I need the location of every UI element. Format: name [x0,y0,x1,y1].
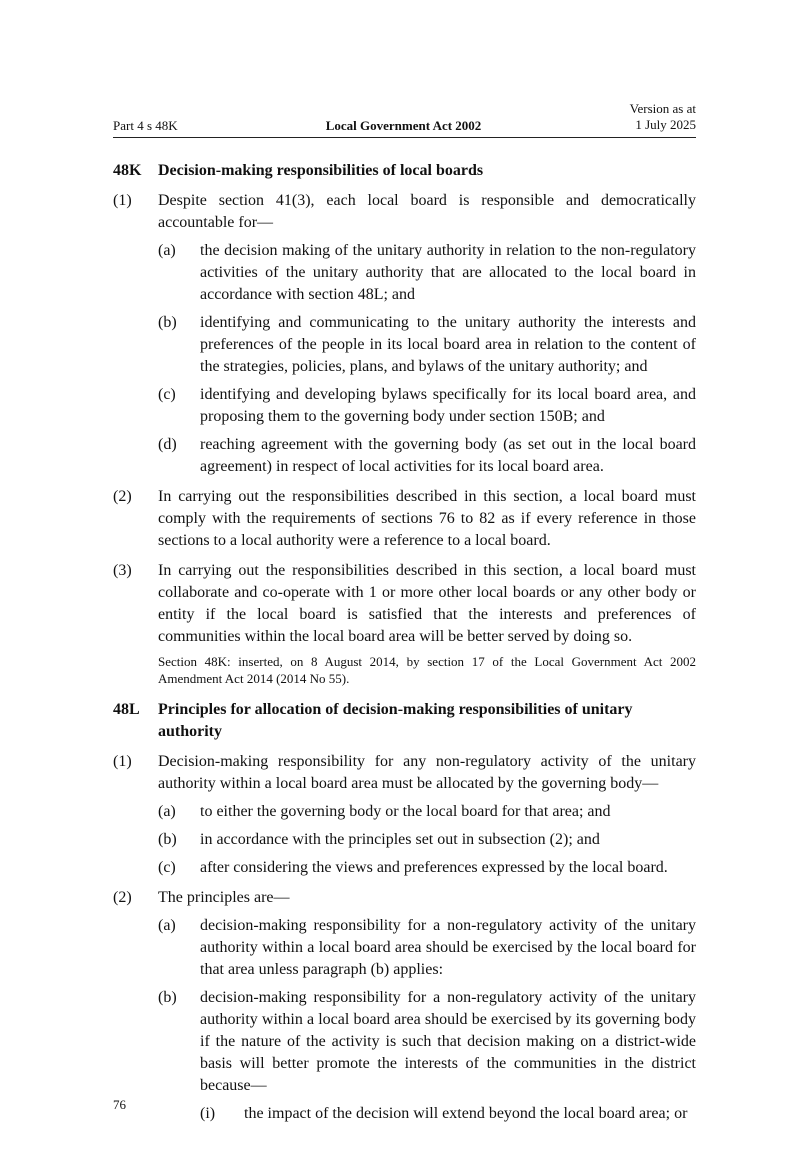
paragraph [158,312,696,378]
header-rule [113,137,696,138]
section-heading-48K [113,160,696,182]
section-number: 48K [113,162,142,179]
header-act-title: Local Government Act 2002 [325,118,482,133]
subsection [113,190,696,234]
paragraph-number: (c) [158,859,176,876]
subsection-text: In carrying out the responsibilities described in this section, a local board must collaborate and co-operate with 1 or more other local boards or any other body or entity if the local board is satisfied that the interests and preferences of communities within the local board area will be better served by doing so. [158,562,696,645]
paragraph-number: (a) [158,242,176,259]
paragraph-text: reaching agreement with the governing body (as set out in the local board agreement) in respect of local activities for its local board area. [200,436,696,475]
subsection-number: (3) [113,562,132,579]
history-note: Section 48K: inserted, on 8 August 2014, by section 17 of the Local Government Act 2002 Amendment Act 2014 (2014 No 55). [158,654,696,686]
section-number: 48L [113,701,140,718]
paragraph [158,240,696,306]
subsection [113,560,696,648]
section-heading-48L [113,699,696,743]
paragraph-number: (b) [158,831,177,848]
paragraph [158,801,696,823]
paragraph-number: (b) [158,314,177,331]
paragraph-number: (d) [158,436,177,453]
header-section-ref: Part 4 s 48K [113,118,178,133]
section-title: Decision-making responsibilities of local boards [158,162,484,179]
paragraph-text: identifying and developing bylaws specifically for its local board area, and proposing them to the governing body under section 150B; and [200,386,696,425]
subparagraph [200,1103,696,1125]
paragraph-number: (a) [158,803,176,820]
paragraph [158,829,696,851]
paragraph-text: the decision making of the unitary authority in relation to the non-regulatory activities of the unitary authority that are allocated to the local board in accordance with section 48L; and [200,242,696,303]
paragraph-text: after considering the views and preferences expressed by the local board. [200,859,668,876]
paragraph [158,857,696,879]
paragraph-text: to either the governing body or the local board for that area; and [200,803,611,820]
paragraph-number: (a) [158,917,176,934]
paragraph-text: decision-making responsibility for a non-regulatory activity of the unitary authority within a local board area should be exercised by the local board for that area unless paragraph (b) applies: [200,917,696,978]
subsection [113,887,696,909]
section-title: Principles for allocation of decision-making responsibilities of unitary authority [158,701,633,740]
page-number: 76 [113,1097,126,1112]
paragraph-text: identifying and communicating to the unitary authority the interests and preferences of the people in its local board area in relation to the content of the strategies, policies, plans, and bylaws of the unitary authority; and [200,314,696,375]
paragraph [158,434,696,478]
subsection-number: (1) [113,753,132,770]
subsection-number: (2) [113,488,132,505]
paragraph-text: in accordance with the principles set out in subsection (2); and [200,831,600,848]
subsection-text: Despite section 41(3), each local board is responsible and democratically accountable for— [158,192,696,231]
subsection-number: (1) [113,192,132,209]
paragraph [158,987,696,1097]
version-date: 1 July 2025 [635,117,696,132]
subsection [113,751,696,795]
paragraph [158,384,696,428]
paragraph-text: decision-making responsibility for a non-regulatory activity of the unitary authority within a local board area should be exercised by its governing body if the nature of the activity is such that decision making on a district-wide basis will better promote the interests of the communities in the district because— [200,989,696,1094]
subsection [113,486,696,552]
subsection-text: Decision-making responsibility for any non-regulatory activity of the unitary authority within a local board area must be allocated by the governing body— [158,753,696,792]
paragraph [158,915,696,981]
subsection-text: The principles are— [158,889,290,906]
document-body [113,160,696,1125]
subparagraph-number: (i) [200,1105,216,1122]
paragraph-number: (c) [158,386,176,403]
paragraph-number: (b) [158,989,177,1006]
version-label: Version as at [629,101,696,116]
subsection-number: (2) [113,889,132,906]
subsection-text: In carrying out the responsibilities described in this section, a local board must comply with the requirements of sections 76 to 82 as if every reference in those sections to a local authority were a reference to a local board. [158,488,696,549]
subparagraph-text: the impact of the decision will extend beyond the local board area; or [244,1105,688,1122]
